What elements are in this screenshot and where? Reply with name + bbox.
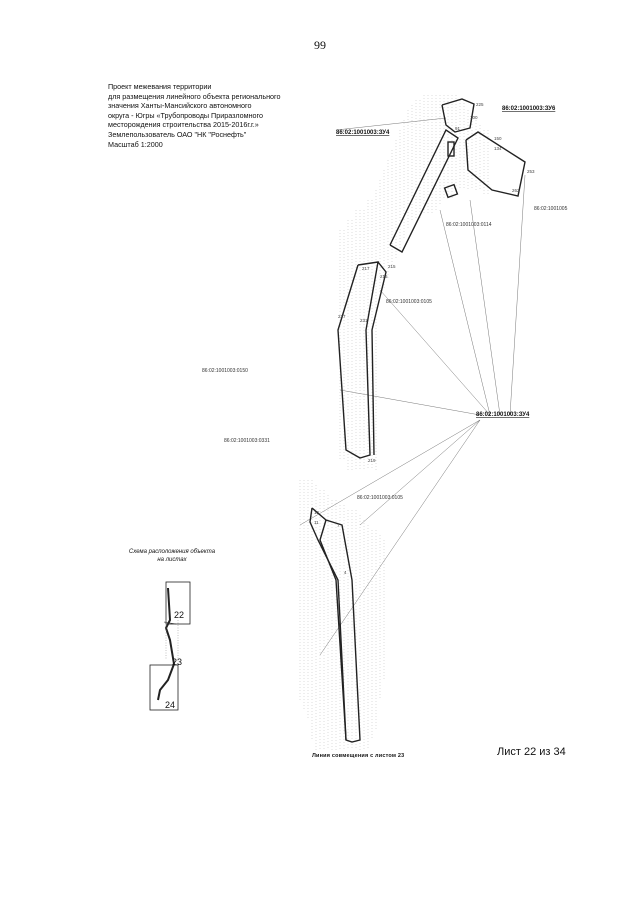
joint-line-label: Линия совмещения с листом 23 (312, 753, 405, 759)
point-label: 91 (455, 126, 461, 131)
cadastral-label: 86:02:1001003:0105 (386, 299, 432, 305)
sheet-number: 22 (174, 610, 185, 620)
point-label: 262 (512, 188, 520, 193)
sheet-number: 23 (172, 657, 183, 667)
point-label: 11 (314, 520, 319, 525)
scale-label: Масштаб 1:2000 (108, 139, 163, 149)
cadastral-label: 86:02:1001005 (534, 206, 568, 212)
title-line: округа - Югры «Трубопроводы Приразломного (108, 110, 263, 120)
title-line: для размещения линейного объекта регионального (108, 91, 281, 101)
point-label: 216 (380, 274, 388, 279)
point-label: 12 (314, 510, 320, 515)
cadastral-label: 86:02:1001003:0105 (357, 495, 403, 501)
caption-line: Схема расположения объекта (128, 549, 216, 555)
cadastral-label: 86:02:1001003:0114 (446, 222, 492, 228)
page-number: 99 (314, 38, 326, 52)
hatching (300, 95, 488, 750)
point-label: 100 (470, 115, 478, 120)
cadastral-label: 86:02:1001003:0150 (202, 368, 248, 374)
point-label: 253 (527, 169, 535, 174)
point-label: 225 (476, 102, 484, 107)
point-label: 134 (494, 146, 502, 151)
point-label: 150 (494, 136, 502, 141)
sheet-number: 24 (165, 700, 176, 710)
point-label: 215 (388, 264, 396, 269)
parcel-label: 86:02:1001003:ЗУ4 (336, 130, 390, 136)
point-label: 219 (368, 458, 376, 463)
title-line: Проект межевания территории (108, 82, 212, 91)
caption-line: на листах (157, 557, 187, 563)
sheet-counter: Лист 22 из 34 (497, 746, 566, 758)
point-label: 217 (362, 266, 370, 271)
point-label: 4 (344, 570, 347, 575)
cadastral-label: 86:02:1001003:0331 (224, 438, 270, 444)
scheme-caption (112, 548, 232, 564)
corridor-outline (310, 99, 525, 742)
sheet-scheme (150, 582, 190, 710)
title-line: месторождения строительства 2015-2016г.г.» (108, 120, 259, 130)
title-line: значения Ханты-Мансийского автономного (108, 101, 252, 111)
title-line: Землепользователь ОАО "НК "Роснефть" (108, 129, 247, 139)
parcel-label: 86:02:1001003:ЗУ6 (502, 106, 556, 112)
point-label: 7 (337, 523, 340, 528)
point-label: 237 (338, 314, 346, 319)
point-label: 231 (360, 318, 368, 323)
parcel-label: 86:02:1001003:ЗУ4 (476, 412, 530, 418)
